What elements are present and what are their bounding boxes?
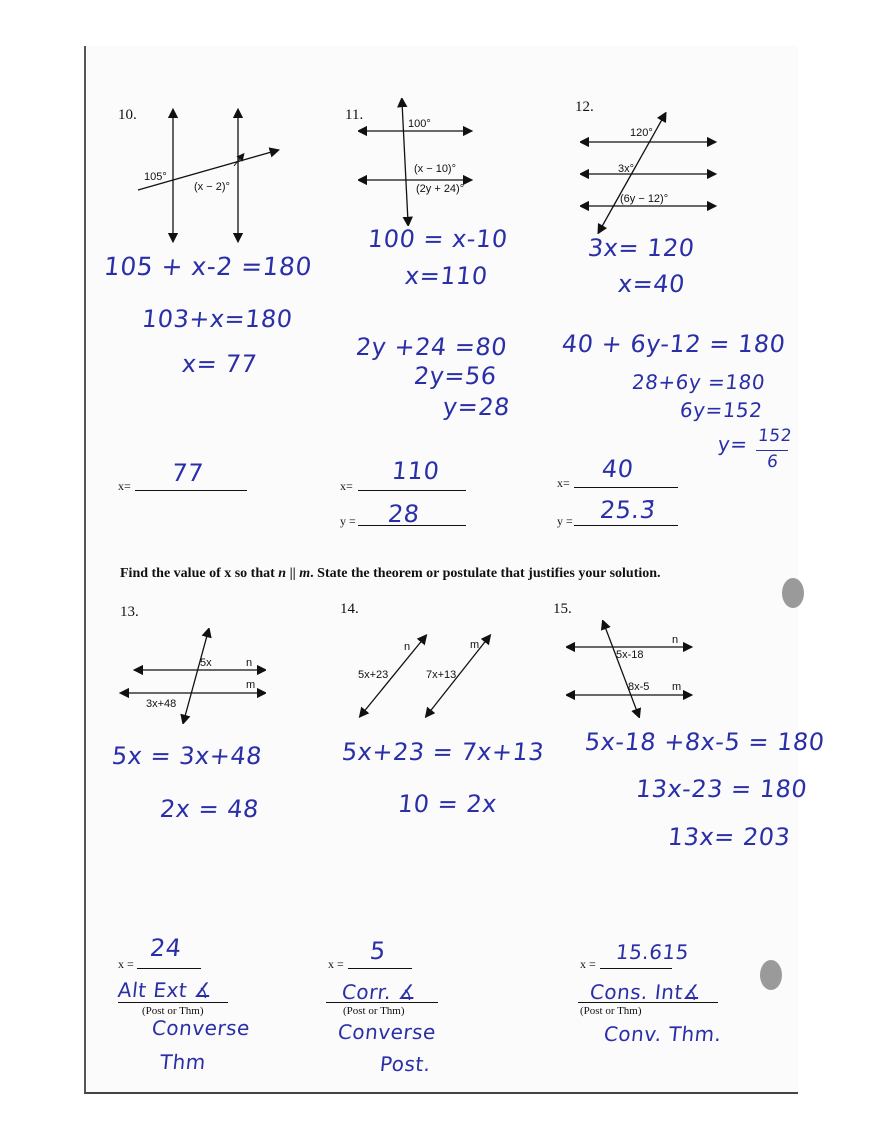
problem-13-diagram [118, 628, 266, 724]
problem-10-number: 10. [118, 107, 137, 123]
answer-14-value: 5 [368, 937, 388, 965]
answer-15-blank [600, 968, 672, 969]
label-5x: 5x [200, 657, 212, 669]
label-n: n [246, 657, 253, 669]
binder-hole [760, 960, 782, 990]
label-120: 120° [630, 127, 653, 139]
label-105: 105° [144, 171, 167, 183]
answer-11-x-value: 110 [390, 457, 441, 485]
problem-12-number: 12. [575, 99, 594, 115]
note-14-line2: Post. [378, 1052, 432, 1076]
answer-14-prefix: x = [328, 957, 344, 971]
label-8x-minus-5: 8x-5 [628, 681, 650, 693]
work-12-line3: 40 + 6y-12 = 180 [560, 330, 787, 358]
answer-12-y-blank [574, 525, 678, 526]
work-13-line2: 2x = 48 [158, 795, 261, 823]
label-n: n [404, 641, 411, 653]
reason-14: Corr. ∡ [340, 980, 418, 1004]
answer-12-x-blank [574, 487, 678, 488]
reason-13-blank [118, 1002, 228, 1003]
answer-11-x-prefix: x= [340, 479, 353, 493]
heading-part-1: Find the value of x so that [120, 566, 279, 581]
answer-10-prefix: x= [118, 479, 131, 493]
answer-15-prefix: x = [580, 957, 596, 971]
work-15-line3: 13x= 203 [666, 823, 792, 851]
note-13-line1: Converse [150, 1016, 252, 1040]
work-12-line6: y= [716, 432, 749, 456]
heading-part-2: . State the theorem or postulate that justifies your solution. [310, 566, 661, 581]
work-10-line1: 105 + x-2 =180 [102, 252, 314, 281]
label-n: n [672, 634, 679, 646]
label-m: m [470, 639, 480, 651]
section-heading [120, 566, 661, 582]
answer-14-blank [348, 968, 412, 969]
problem-15-diagram [566, 620, 696, 718]
label-100: 100° [408, 118, 431, 130]
reason-15: Cons. Int∡ [588, 980, 703, 1004]
problem-12-diagram [580, 112, 720, 234]
answer-13-prefix: x = [118, 957, 134, 971]
problem-11-number: 11. [345, 107, 364, 123]
note-14-line1: Converse [336, 1020, 438, 1044]
work-13-line1: 5x = 3x+48 [110, 742, 264, 770]
problem-10-diagram [130, 108, 280, 243]
label-5x-minus-18: 5x-18 [616, 649, 644, 661]
work-10-line2: 103+x=180 [140, 305, 295, 333]
label-2y-plus-24: (2y + 24)° [416, 183, 465, 195]
problem-14-number: 14. [340, 601, 359, 617]
problem-14-diagram [348, 630, 498, 720]
label-7x-plus-13: 7x+13 [426, 669, 457, 681]
problem-13-number: 13. [120, 604, 139, 620]
fraction-bar [756, 450, 788, 451]
reason-13-caption: (Post or Thm) [142, 1005, 204, 1017]
answer-12-y-value: 25.3̄ [598, 496, 657, 524]
heading-parallel: || [286, 566, 300, 581]
label-3x-plus-48: 3x+48 [146, 698, 177, 710]
answer-11-y-value: 28 [386, 500, 422, 528]
reason-14-blank [326, 1002, 438, 1003]
work-11-line2: x=110 [403, 262, 490, 290]
answer-13-blank [137, 968, 201, 969]
answer-12-y-prefix: y = [557, 514, 573, 528]
work-12-line1: 3x= 120 [586, 234, 697, 262]
work-12-fraction-denominator: 6 [765, 452, 780, 472]
work-15-line1: 5x-18 +8x-5 = 180 [583, 728, 826, 756]
heading-var-m: m [299, 566, 311, 581]
work-10-line3: x= 77 [180, 350, 259, 378]
work-11-line4: 2y=56 [412, 362, 499, 390]
work-12-line2: x=40 [616, 270, 687, 298]
work-12-line4: 28+6y =180 [630, 370, 767, 394]
heading-var-n: n [278, 566, 287, 581]
work-14-line1: 5x+23 = 7x+13 [340, 738, 546, 766]
answer-11-y-prefix: y = [340, 514, 356, 528]
answer-13-value: 24 [148, 934, 184, 962]
label-3x: 3x° [618, 163, 635, 175]
work-11-line3: 2y +24 =80 [354, 333, 509, 361]
work-12-line5: 6y=152 [678, 398, 764, 422]
reason-13: Alt Ext ∡ [116, 978, 214, 1002]
label-x-minus-2: (x − 2)° [194, 181, 230, 193]
work-11-line5: y=28 [441, 393, 512, 421]
problem-15-number: 15. [553, 601, 572, 617]
label-x-minus-10: (x − 10)° [414, 163, 456, 175]
reason-15-caption: (Post or Thm) [580, 1005, 642, 1017]
label-5x-plus-23: 5x+23 [358, 669, 389, 681]
reason-15-blank [578, 1002, 718, 1003]
answer-15-value: 15.615 [614, 940, 691, 964]
answer-10-blank [135, 490, 247, 491]
note-13-line2: Thm [158, 1050, 208, 1074]
work-11-line1: 100 = x-10 [366, 225, 510, 253]
problem-11-diagram [358, 98, 493, 226]
reason-14-caption: (Post or Thm) [343, 1005, 405, 1017]
work-15-line2: 13x-23 = 180 [634, 775, 809, 803]
answer-12-x-prefix: x= [557, 476, 570, 490]
work-14-line2: 10 = 2x [396, 790, 499, 818]
answer-10-value: 77 [170, 459, 206, 487]
label-m: m [246, 679, 256, 691]
label-m: m [672, 681, 682, 693]
answer-12-x-value: 40 [600, 455, 636, 483]
answer-11-x-blank [358, 490, 466, 491]
label-6y-minus-12: (6y − 12)° [620, 193, 669, 205]
binder-hole [782, 578, 804, 608]
work-12-fraction-numerator: 152 [756, 426, 794, 446]
note-15-line1: Conv. Thm. [602, 1022, 723, 1046]
